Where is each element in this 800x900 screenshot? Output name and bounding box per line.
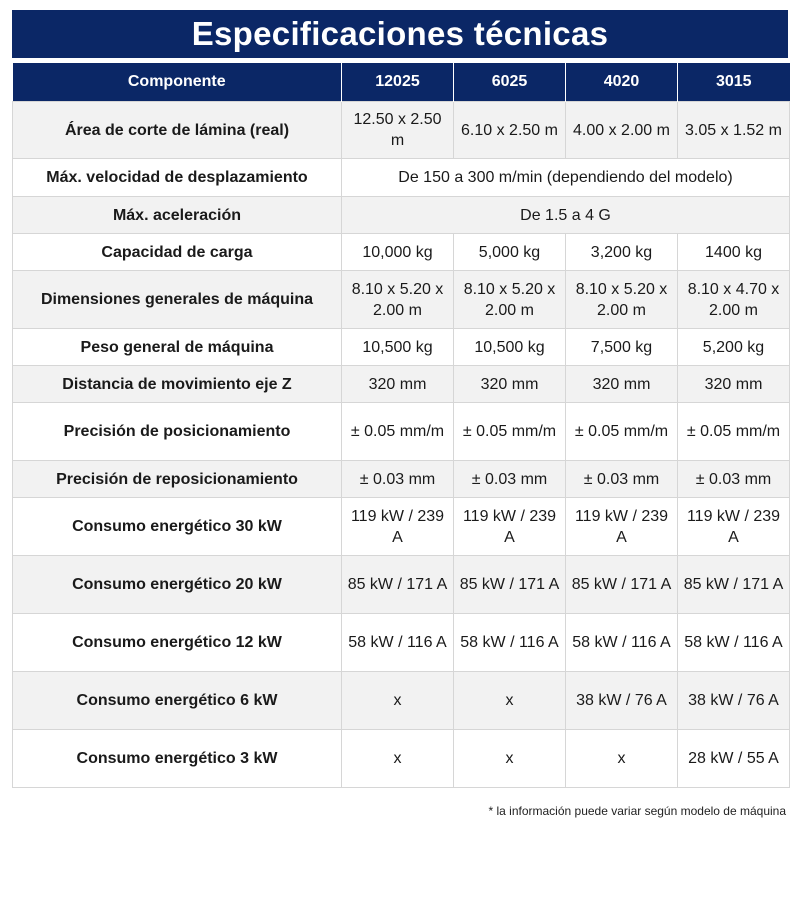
row-label-text: Consumo energético 30 kW	[72, 518, 282, 535]
value-cell: 58 kW / 116 A	[678, 614, 790, 672]
value-cell: 119 kW / 239 A	[454, 498, 566, 556]
value-cell: 58 kW / 116 A	[566, 614, 678, 672]
value-cell: ± 0.05 mm/m	[678, 403, 790, 461]
value-cell: 4.00 x 2.00 m	[566, 102, 678, 159]
value-cell: x	[566, 730, 678, 788]
table-row	[13, 271, 790, 329]
table-row	[13, 234, 790, 271]
merged-value-cell: De 1.5 a 4 G	[342, 197, 790, 234]
row-label	[13, 159, 342, 197]
row-label	[13, 102, 342, 159]
table-row	[13, 556, 790, 614]
row-label-text: Precisión de posicionamiento	[63, 423, 291, 440]
row-label-text: Máx. velocidad de desplazamiento	[46, 169, 308, 186]
table-row	[13, 498, 790, 556]
value-cell: 5,200 kg	[678, 329, 790, 366]
value-cell: x	[342, 672, 454, 730]
row-label	[13, 556, 342, 614]
row-label-text: Consumo energético 3 kW	[76, 750, 278, 767]
value-cell: x	[454, 730, 566, 788]
table-row	[13, 329, 790, 366]
row-label	[13, 366, 342, 403]
value-cell: 10,500 kg	[454, 329, 566, 366]
header-model-3015: 3015	[678, 63, 790, 102]
value-cell: 320 mm	[454, 366, 566, 403]
row-label	[13, 234, 342, 271]
row-label-text: Dimensiones generales de máquina	[40, 291, 314, 308]
value-cell: 58 kW / 116 A	[342, 614, 454, 672]
merged-value-cell: De 150 a 300 m/min (dependiendo del modelo)	[342, 159, 790, 197]
table-row	[13, 197, 790, 234]
row-label	[13, 197, 342, 234]
value-cell: 38 kW / 76 A	[678, 672, 790, 730]
row-label	[13, 498, 342, 556]
value-cell: 8.10 x 5.20 x 2.00 m	[342, 271, 454, 329]
value-cell: 28 kW / 55 A	[678, 730, 790, 788]
value-cell: ± 0.03 mm	[342, 461, 454, 498]
spec-table-body	[13, 102, 790, 788]
value-cell: 38 kW / 76 A	[566, 672, 678, 730]
value-cell: 85 kW / 171 A	[566, 556, 678, 614]
footnote: * la información puede variar según modelo de máquina	[488, 804, 786, 818]
row-label-text: Consumo energético 20 kW	[72, 576, 282, 593]
value-cell: 10,500 kg	[342, 329, 454, 366]
row-label-text: Máx. aceleración	[112, 206, 242, 224]
value-cell: 8.10 x 4.70 x 2.00 m	[678, 271, 790, 329]
value-cell: 320 mm	[342, 366, 454, 403]
value-cell: x	[342, 730, 454, 788]
table-row	[13, 102, 790, 159]
value-cell: 7,500 kg	[566, 329, 678, 366]
row-label	[13, 730, 342, 788]
row-label	[13, 271, 342, 329]
table-row	[13, 366, 790, 403]
value-cell: ± 0.03 mm	[566, 461, 678, 498]
row-label-text: Consumo energético 12 kW	[72, 634, 282, 651]
value-cell: 10,000 kg	[342, 234, 454, 271]
value-cell: 5,000 kg	[454, 234, 566, 271]
row-label	[13, 672, 342, 730]
header-model-4020: 4020	[566, 63, 678, 102]
value-cell: 320 mm	[678, 366, 790, 403]
spec-table	[12, 63, 790, 788]
row-label-text: Peso general de máquina	[80, 338, 274, 356]
header-componente: Componente	[13, 63, 342, 102]
value-cell: 119 kW / 239 A	[678, 498, 790, 556]
value-cell: x	[454, 672, 566, 730]
row-label	[13, 461, 342, 498]
value-cell: 119 kW / 239 A	[342, 498, 454, 556]
value-cell: 6.10 x 2.50 m	[454, 102, 566, 159]
value-cell: 1400 kg	[678, 234, 790, 271]
page-title: Especificaciones técnicas	[12, 10, 788, 58]
value-cell: 3,200 kg	[566, 234, 678, 271]
value-cell: ± 0.05 mm/m	[454, 403, 566, 461]
table-row	[13, 159, 790, 197]
row-label	[13, 614, 342, 672]
value-cell: ± 0.05 mm/m	[566, 403, 678, 461]
value-cell: 320 mm	[566, 366, 678, 403]
value-cell: 3.05 x 1.52 m	[678, 102, 790, 159]
table-row	[13, 403, 790, 461]
value-cell: 12.50 x 2.50 m	[342, 102, 454, 159]
value-cell: 85 kW / 171 A	[342, 556, 454, 614]
row-label	[13, 329, 342, 366]
value-cell: 85 kW / 171 A	[454, 556, 566, 614]
row-label-text: Capacidad de carga	[101, 243, 253, 261]
value-cell: 85 kW / 171 A	[678, 556, 790, 614]
header-model-6025: 6025	[454, 63, 566, 102]
row-label	[13, 403, 342, 461]
value-cell: ± 0.03 mm	[454, 461, 566, 498]
value-cell: 58 kW / 116 A	[454, 614, 566, 672]
row-label-text: Área de corte de lámina (real)	[64, 121, 290, 139]
header-model-12025: 12025	[342, 63, 454, 102]
value-cell: ± 0.03 mm	[678, 461, 790, 498]
value-cell: 8.10 x 5.20 x 2.00 m	[566, 271, 678, 329]
table-row	[13, 730, 790, 788]
table-header-row	[13, 63, 790, 102]
table-row	[13, 461, 790, 498]
row-label-text: Consumo energético 6 kW	[76, 692, 278, 709]
table-row	[13, 614, 790, 672]
value-cell: 119 kW / 239 A	[566, 498, 678, 556]
row-label-text: Precisión de reposicionamiento	[56, 470, 298, 488]
row-label-text: Distancia de movimiento eje Z	[62, 375, 292, 393]
value-cell: ± 0.05 mm/m	[342, 403, 454, 461]
value-cell: 8.10 x 5.20 x 2.00 m	[454, 271, 566, 329]
table-row	[13, 672, 790, 730]
